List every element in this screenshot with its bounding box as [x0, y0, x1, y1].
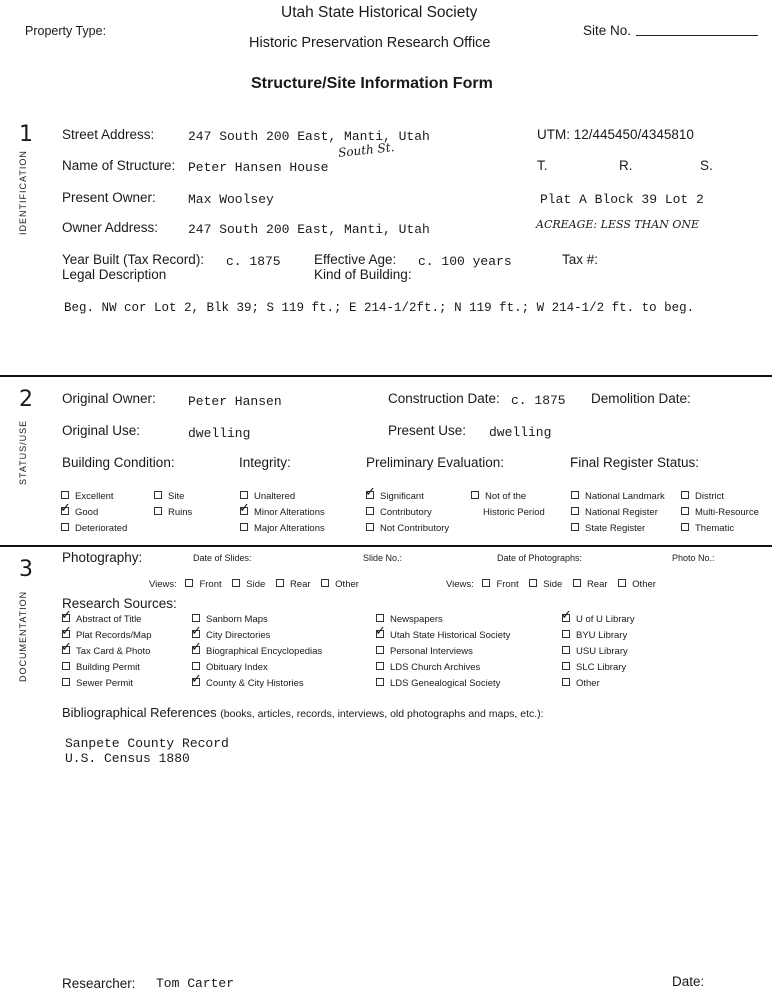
checkbox[interactable]: [562, 630, 570, 638]
final-district[interactable]: District: [681, 491, 724, 502]
checkbox[interactable]: [276, 579, 284, 587]
source-lds-genealogical[interactable]: LDS Genealogical Society: [376, 678, 500, 689]
final-thematic[interactable]: Thematic: [681, 523, 734, 534]
checkbox[interactable]: [482, 579, 490, 587]
checkbox[interactable]: [562, 646, 570, 654]
condition-excellent[interactable]: Excellent: [61, 491, 114, 502]
source-byu[interactable]: BYU Library: [562, 630, 627, 641]
condition-deteriorated[interactable]: Deteriorated: [61, 523, 127, 534]
org-name: Utah State Historical Society: [281, 4, 478, 21]
year-built-label: Year Built (Tax Record):: [62, 252, 205, 267]
integrity-minor[interactable]: ✓Minor Alterations: [240, 507, 325, 518]
source-building-permit[interactable]: Building Permit: [62, 662, 140, 673]
owner-address-label: Owner Address:: [62, 220, 159, 235]
checkbox[interactable]: [62, 678, 70, 686]
condition-ruins[interactable]: Ruins: [154, 507, 192, 518]
structure-name-value: Peter Hansen House: [188, 160, 329, 175]
checkbox-checked[interactable]: [240, 507, 248, 515]
photography-label: Photography:: [62, 550, 143, 565]
bibliography-entry-1: Sanpete County Record: [65, 736, 229, 751]
source-newspapers[interactable]: Newspapers: [376, 614, 443, 625]
condition-good[interactable]: ✓Good: [61, 507, 98, 518]
legal-description-label: Legal Description: [62, 267, 167, 282]
checkbox[interactable]: [681, 491, 689, 499]
checkbox[interactable]: [681, 523, 689, 531]
office-name: Historic Preservation Research Office: [249, 35, 491, 51]
original-use-label: Original Use:: [62, 423, 141, 438]
final-state-register[interactable]: State Register: [571, 523, 645, 534]
original-owner-label: Original Owner:: [62, 391, 156, 406]
kind-of-building-label: Kind of Building:: [314, 267, 412, 282]
source-interviews[interactable]: Personal Interviews: [376, 646, 473, 657]
present-owner-label: Present Owner:: [62, 190, 156, 205]
construction-date-value: c. 1875: [511, 393, 566, 408]
source-abstract-title[interactable]: ✓Abstract of Title: [62, 614, 141, 625]
checkbox[interactable]: [366, 523, 374, 531]
checkbox[interactable]: [232, 579, 240, 587]
legal-description-value: Beg. NW cor Lot 2, Blk 39; S 119 ft.; E 214-1/2ft.; N 119 ft.; W 214-1/2 ft. to beg.: [64, 301, 695, 315]
section-divider-2: [0, 545, 772, 547]
checkbox[interactable]: [62, 662, 70, 670]
source-plat-records[interactable]: ✓Plat Records/Map: [62, 630, 152, 641]
date-of-photos-label: Date of Photographs:: [497, 553, 583, 563]
source-other[interactable]: Other: [562, 678, 600, 689]
plat-value: Plat A Block 39 Lot 2: [540, 192, 704, 207]
tax-label: Tax #:: [562, 252, 599, 267]
checkbox[interactable]: [192, 662, 200, 670]
identification-side-label: IDENTIFICATION: [18, 150, 28, 235]
source-sewer-permit[interactable]: Sewer Permit: [62, 678, 133, 689]
photo-no-label: Photo No.:: [672, 553, 715, 563]
effective-age-label: Effective Age:: [314, 252, 397, 267]
site-no-label: Site No.: [583, 23, 632, 38]
year-built-value: c. 1875: [226, 254, 281, 269]
checkbox[interactable]: [681, 507, 689, 515]
documentation-side-label: DOCUMENTATION: [18, 590, 28, 682]
checkbox-checked[interactable]: [62, 614, 70, 622]
section-label: S.: [700, 158, 713, 173]
integrity-major[interactable]: Major Alterations: [240, 523, 325, 534]
section-divider-1: [0, 375, 772, 377]
source-obituary[interactable]: Obituary Index: [192, 662, 268, 673]
checkbox-checked[interactable]: [62, 646, 70, 654]
present-use-label: Present Use:: [388, 423, 467, 438]
research-sources-label: Research Sources:: [62, 596, 177, 611]
construction-date-label: Construction Date:: [388, 391, 500, 406]
source-city-directories[interactable]: ✓City Directories: [192, 630, 270, 641]
demolition-date-label: Demolition Date:: [591, 391, 691, 406]
effective-age-value: c. 100 years: [418, 254, 512, 269]
present-use-value: dwelling: [489, 425, 552, 440]
checkbox[interactable]: [571, 523, 579, 531]
slide-views: Views: Front Side Rear Other: [149, 579, 359, 590]
checkbox-checked[interactable]: [376, 630, 384, 638]
original-owner-value: Peter Hansen: [188, 394, 282, 409]
final-national-landmark[interactable]: National Landmark: [571, 491, 665, 502]
prelim-not-contributory[interactable]: Not Contributory: [366, 523, 449, 534]
slide-no-label: Slide No.:: [363, 553, 403, 563]
present-owner-value: Max Woolsey: [188, 192, 274, 207]
photo-views: Views: Front Side Rear Other: [446, 579, 656, 590]
integrity-label: Integrity:: [239, 455, 291, 470]
checkbox-checked[interactable]: [62, 630, 70, 638]
checkbox[interactable]: [154, 491, 162, 499]
checkbox[interactable]: [376, 646, 384, 654]
source-lds-archives[interactable]: LDS Church Archives: [376, 662, 480, 673]
source-slc[interactable]: SLC Library: [562, 662, 626, 673]
status-side-label: STATUS/USE: [18, 419, 28, 485]
checkbox-checked[interactable]: [366, 491, 374, 499]
checkbox[interactable]: [376, 614, 384, 622]
checkbox[interactable]: [192, 614, 200, 622]
township-label: T.: [537, 158, 548, 173]
checkbox[interactable]: [185, 579, 193, 587]
prelim-not-historic[interactable]: Not of the: [471, 491, 526, 502]
final-register-label: Final Register Status:: [570, 455, 700, 470]
checkbox[interactable]: [61, 491, 69, 499]
owner-address-value: 247 South 200 East, Manti, Utah: [188, 222, 430, 237]
checkbox[interactable]: [571, 491, 579, 499]
utm-value: UTM: 12/445450/4345810: [537, 127, 694, 142]
street-address-value: 247 South 200 East, Manti, Utah: [188, 129, 430, 144]
final-multi-resource[interactable]: Multi-Resource: [681, 507, 759, 518]
prelim-historic-period: Historic Period: [483, 507, 545, 518]
checkbox[interactable]: [240, 491, 248, 499]
checkbox-checked[interactable]: [192, 630, 200, 638]
checkbox-checked[interactable]: [61, 507, 69, 515]
source-ushs[interactable]: ✓Utah State Historical Society: [376, 630, 510, 641]
final-national-register[interactable]: National Register: [571, 507, 658, 518]
bibliography-entry-2: U.S. Census 1880: [65, 751, 190, 766]
source-sanborn-maps[interactable]: Sanborn Maps: [192, 614, 268, 625]
checkbox-checked[interactable]: [192, 646, 200, 654]
range-label: R.: [619, 158, 633, 173]
source-tax-card[interactable]: ✓Tax Card & Photo: [62, 646, 150, 657]
checkbox[interactable]: [571, 507, 579, 515]
checkbox[interactable]: [240, 523, 248, 531]
preliminary-evaluation-label: Preliminary Evaluation:: [366, 455, 505, 470]
checkbox-checked[interactable]: [562, 614, 570, 622]
source-biographical[interactable]: ✓Biographical Encyclopedias: [192, 646, 322, 657]
prelim-contributory[interactable]: Contributory: [366, 507, 432, 518]
original-use-value: dwelling: [188, 426, 251, 441]
researcher-value: Tom Carter: [156, 976, 235, 991]
checkbox[interactable]: [618, 579, 626, 587]
researcher-label: Researcher:: [62, 976, 136, 991]
building-condition-label: Building Condition:: [62, 455, 175, 470]
street-handwritten-note: South St.: [337, 140, 395, 160]
structure-name-label: Name of Structure:: [62, 158, 176, 173]
site-no-line: [636, 35, 758, 36]
checkbox[interactable]: [366, 507, 374, 515]
source-usu[interactable]: USU Library: [562, 646, 628, 657]
source-county-histories[interactable]: ✓County & City Histories: [192, 678, 304, 689]
checkbox[interactable]: [471, 491, 479, 499]
section-1-number: 1: [19, 122, 33, 147]
section-3-number: 3: [19, 557, 33, 582]
checkbox[interactable]: [573, 579, 581, 587]
condition-site[interactable]: Site: [154, 491, 184, 502]
property-type-label: Property Type:: [25, 24, 107, 38]
checkbox[interactable]: [321, 579, 329, 587]
source-u-of-u[interactable]: ✓U of U Library: [562, 614, 635, 625]
checkbox[interactable]: [154, 507, 162, 515]
checkbox[interactable]: [376, 662, 384, 670]
form-title: Structure/Site Information Form: [251, 75, 493, 92]
street-address-label: Street Address:: [62, 127, 155, 142]
section-2-number: 2: [19, 387, 33, 412]
acreage-note: ACREAGE: LESS THAN ONE: [536, 218, 700, 231]
prelim-significant[interactable]: ✓Significant: [366, 491, 424, 502]
integrity-unaltered[interactable]: Unaltered: [240, 491, 295, 502]
bibliography-heading: Bibliographical References (books, articles, records, interviews, old photographs and maps, etc.):: [62, 705, 544, 720]
checkbox[interactable]: [529, 579, 537, 587]
checkbox[interactable]: [61, 523, 69, 531]
checkbox[interactable]: [562, 678, 570, 686]
checkbox-checked[interactable]: [192, 678, 200, 686]
checkbox[interactable]: [376, 678, 384, 686]
date-of-slides-label: Date of Slides:: [193, 553, 252, 563]
date-label: Date:: [672, 974, 705, 989]
checkbox[interactable]: [562, 662, 570, 670]
